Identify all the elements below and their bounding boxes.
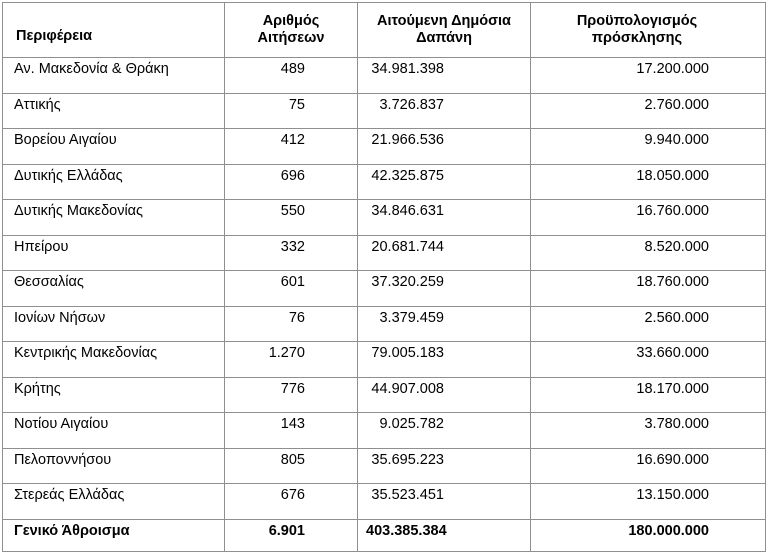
cell-applications: 696 [225,164,358,200]
cell-region: Ιονίων Νήσων [3,306,225,342]
table-row [3,200,766,236]
cell-region: Ηπείρου [3,235,225,271]
total-cell-requested: 403.385.384 [358,519,531,551]
cell-applications: 75 [225,93,358,129]
cell-applications: 143 [225,413,358,449]
table-row [3,342,766,378]
cell-requested: 20.681.744 [358,235,531,271]
table-row [3,129,766,165]
cell-requested: 3.379.459 [358,306,531,342]
cell-budget: 2.760.000 [531,93,766,129]
cell-budget: 33.660.000 [531,342,766,378]
cell-budget: 17.200.000 [531,58,766,94]
cell-budget: 18.050.000 [531,164,766,200]
table-row [3,271,766,307]
cell-region: Βορείου Αιγαίου [3,129,225,165]
regions-table [2,2,766,552]
cell-applications: 676 [225,484,358,520]
cell-applications: 489 [225,58,358,94]
cell-applications: 550 [225,200,358,236]
table-row [3,306,766,342]
table-row [3,58,766,94]
header-call-budget: Προϋπολογισμός πρόσκλησης [531,3,766,58]
table-row [3,93,766,129]
total-cell-region: Γενικό Άθροισμα [3,519,225,551]
cell-budget: 18.170.000 [531,377,766,413]
cell-applications: 412 [225,129,358,165]
cell-requested: 21.966.536 [358,129,531,165]
cell-applications: 776 [225,377,358,413]
table-row [3,484,766,520]
cell-applications: 76 [225,306,358,342]
cell-requested: 37.320.259 [358,271,531,307]
cell-budget: 3.780.000 [531,413,766,449]
cell-budget: 2.560.000 [531,306,766,342]
cell-budget: 13.150.000 [531,484,766,520]
cell-region: Θεσσαλίας [3,271,225,307]
cell-region: Στερεάς Ελλάδας [3,484,225,520]
cell-requested: 9.025.782 [358,413,531,449]
cell-requested: 3.726.837 [358,93,531,129]
cell-applications: 601 [225,271,358,307]
table-row [3,377,766,413]
cell-region: Αττικής [3,93,225,129]
cell-requested: 42.325.875 [358,164,531,200]
cell-region: Δυτικής Μακεδονίας [3,200,225,236]
table-row [3,448,766,484]
cell-region: Νοτίου Αιγαίου [3,413,225,449]
total-row [3,519,766,551]
total-cell-budget: 180.000.000 [531,519,766,551]
cell-requested: 35.523.451 [358,484,531,520]
header-region: Περιφέρεια [3,3,225,58]
cell-requested: 34.846.631 [358,200,531,236]
cell-region: Δυτικής Ελλάδας [3,164,225,200]
cell-requested: 34.981.398 [358,58,531,94]
cell-applications: 1.270 [225,342,358,378]
header-requested-public-expenditure: Αιτούμενη Δημόσια Δαπάνη [358,3,531,58]
cell-region: Πελοποννήσου [3,448,225,484]
header-row [3,3,766,58]
header-applications: Αριθμός Αιτήσεων [225,3,358,58]
cell-region: Κρήτης [3,377,225,413]
table-row [3,164,766,200]
cell-region: Κεντρικής Μακεδονίας [3,342,225,378]
cell-region: Αν. Μακεδονία & Θράκη [3,58,225,94]
cell-requested: 35.695.223 [358,448,531,484]
table-row [3,413,766,449]
table-body [3,58,766,552]
table-row [3,235,766,271]
total-cell-applications: 6.901 [225,519,358,551]
cell-requested: 44.907.008 [358,377,531,413]
cell-applications: 332 [225,235,358,271]
cell-budget: 9.940.000 [531,129,766,165]
cell-budget: 8.520.000 [531,235,766,271]
cell-budget: 18.760.000 [531,271,766,307]
cell-requested: 79.005.183 [358,342,531,378]
cell-budget: 16.760.000 [531,200,766,236]
cell-budget: 16.690.000 [531,448,766,484]
cell-applications: 805 [225,448,358,484]
